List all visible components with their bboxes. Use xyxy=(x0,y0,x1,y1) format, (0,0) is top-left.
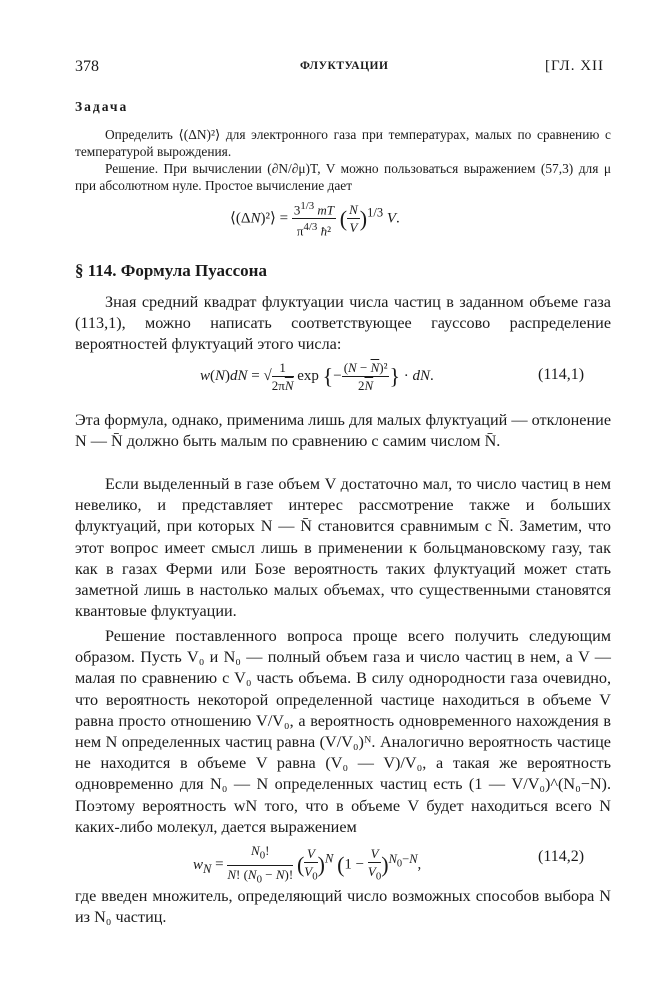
problem-statement: Определить ⟨(ΔN)²⟩ для электронного газа при температурах, малых по сравнению с температурой вырождения. xyxy=(75,127,611,159)
problem-heading: Задача xyxy=(75,99,129,114)
paragraph-derivation: Решение поставленного вопроса проще всего получить следующим образом. Пусть V₀ и N₀ — полный объем газа и число частиц в нем, а V — малая по сравнению с V₀ часть объема. В силу однородности газа очевидно, что вероятность некоторой определенной частице находиться в объеме V равна просто отношению V/V₀, а вероятность одновременного нахождения в нем N определенных частиц равна (V/V₀)ᴺ. Аналогично вероятность частице не находится в объеме V равна (V₀ — V)/V₀, а такая же вероятность одновременно для N₀ — N определенных частиц есть (1 — V/V₀)^(N₀−N). Поэтому вероятность wN того, что в объеме V будет находиться всего N каких-либо молекул, дается выражением xyxy=(75,627,611,836)
section-title: § 114. Формула Пуассона xyxy=(75,261,267,280)
equation-number-2: (114,2) xyxy=(538,848,585,865)
paragraph-applicability: Эта формула, однако, применима лишь для малых флуктуаций — отклонение N — N̄ должно быть малым по сравнению с самим числом N̄. xyxy=(75,411,611,451)
paragraph-closing: где введен множитель, определяющий число возможных способов выбора N из N₀ частиц. xyxy=(75,887,611,927)
chapter-label: [ГЛ. XII xyxy=(545,58,605,74)
problem-solution: Решение. При вычислении (∂N/∂μ)T, V можно пользоваться выражением (57,3) для μ при абсолютном нуле. Простое вычисление дает xyxy=(75,161,611,193)
page-number: 378 xyxy=(75,58,99,75)
paragraph-intro: Зная средний квадрат флуктуации числа частиц в заданном объеме газа (113,1), можно написать соответствующее гауссово распределение вероятностей флуктуаций этого числа: xyxy=(75,293,611,354)
equation-number-1: (114,1) xyxy=(538,366,585,383)
running-title: ФЛУКТУАЦИИ xyxy=(300,60,389,72)
poisson-binomial-formula: $w_N$ = $\frac{N_0!}{N! (N_0 - N)!}$ ( $\frac{V}{V_0}$ )$^N$ (1 − $\frac{V}{V_0}$ )$^{N_0-N}$, xyxy=(193,843,422,886)
running-header xyxy=(0,58,666,80)
gaussian-formula: w(N)dN = √ $\frac{1}{2\pi\overline{N}}$ exp {− $\frac{(N - \overline{N})^2}{2\overline{N}}$ } · dN. xyxy=(200,360,434,393)
paragraph-large-fluctuations: Если выделенный в газе объем V достаточно мал, то число частиц в нем невелико, и представляет интерес рассмотрение также и больших флуктуаций, при которых N — N̄ становится сравнимым с N̄. Заметим, что этот вопрос имеет смысл лишь в применении к больцмановскому газу, так как в газах Ферми или Бозе вероятность таких флуктуаций может стать заметной лишь в настолько малых объемах, что существенными становятся квантовые флуктуации. xyxy=(75,475,611,621)
problem-answer-formula: ⟨(ΔN)²⟩ = $\frac{3^{1/3} mT}{\pi^{4/3} ħ^2}$ ( $\frac{N}{V}$ )$^{1/3}$ V. xyxy=(230,200,400,239)
